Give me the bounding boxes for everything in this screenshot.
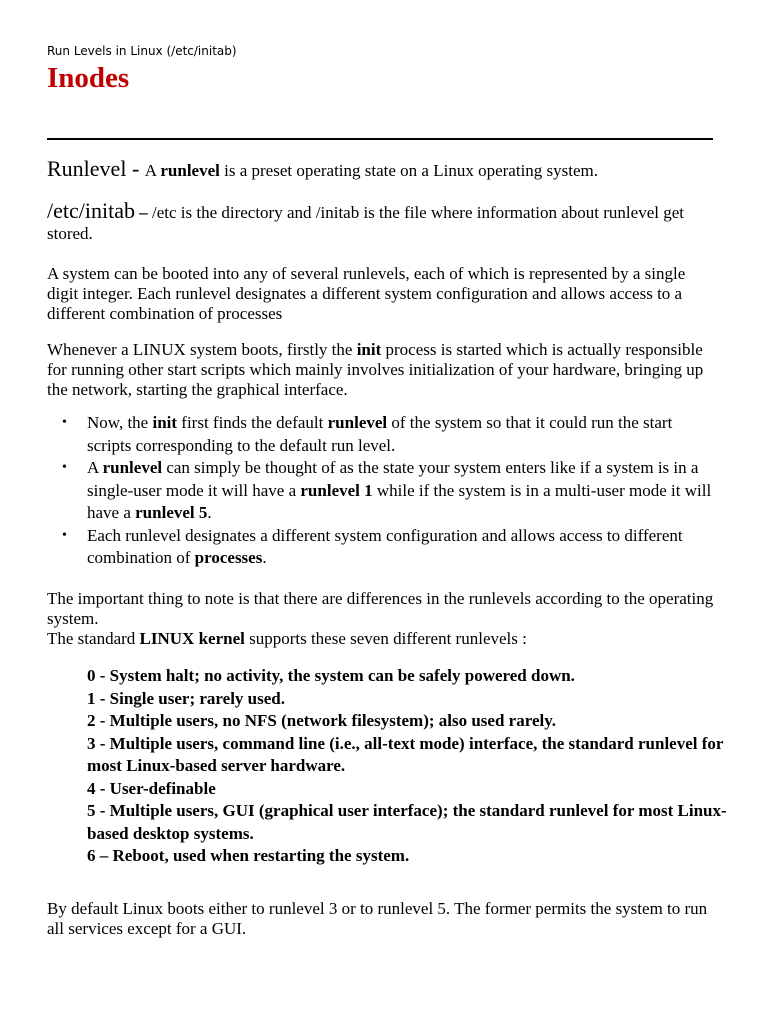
note-line-2a: The standard	[47, 629, 140, 648]
runlevel-item-0: 0 - System halt; no activity, the system can be safely powered down.	[87, 666, 575, 685]
runlevel-definition	[47, 158, 719, 182]
bullet-icon: •	[62, 527, 67, 543]
bullet-list	[47, 412, 719, 570]
runlevel-item-6: 6 – Reboot, used when restarting the system.	[87, 846, 410, 865]
bullet-icon: •	[62, 460, 67, 475]
paragraph-default-boot: By default Linux boots either to runlevel 3 or to runlevel 5. The former permits the system to run all services except for a GUI.	[47, 899, 708, 938]
page-title: Inodes	[47, 62, 130, 94]
bullet-bold: runlevel	[327, 413, 388, 432]
note-line-1: The important thing to note is that there are differences in the runlevels according to the operating system.	[47, 589, 714, 628]
bullet-text: A	[87, 458, 103, 477]
runlevel-item-5: 5 - Multiple users, GUI (graphical user interface); the standard runlevel for most Linux-based desktop systems.	[87, 801, 727, 843]
initab-term: /etc/initab	[47, 198, 135, 223]
bullet-icon: •	[62, 415, 67, 430]
boot-text-c: process is started which is actually responsible for running other start scripts which mainly involves initialization of your hardware, bringing up the network, starting the graphical interface.	[47, 340, 704, 399]
bullet-text: first finds the default	[177, 413, 328, 432]
runlevel-item-3: 3 - Multiple users, command line (i.e., all-text mode) interface, the standard runlevel for most Linux-based server hardware.	[87, 733, 724, 775]
bullet-text: .	[207, 503, 212, 522]
title-divider	[47, 138, 713, 140]
initab-dash: –	[134, 203, 152, 222]
bullet-text: of the system so that it could run the start scripts corresponding to the default run level.	[87, 413, 673, 455]
boot-init-term: init	[356, 340, 382, 359]
bullet-text: .	[262, 548, 267, 567]
paragraph-important-note	[47, 589, 719, 649]
bullet-bold: processes	[194, 548, 263, 567]
bullet-text: Each runlevel designates a different system configuration and allows access to different combination of	[87, 525, 683, 567]
runlevel-dash: -	[126, 156, 145, 181]
note-line-2c: supports these seven different runlevels :	[244, 629, 527, 648]
initab-definition-text: /etc is the directory and /initab is the file where information about runlevel get stored.	[47, 203, 684, 243]
boot-text-a: Whenever a LINUX system boots, firstly the	[47, 340, 357, 359]
runlevel-definition-text: is a preset operating state on a Linux operating system.	[219, 161, 599, 180]
bullet-text: can simply be thought of as the state your system enters like if a system is in a single-user mode it will have a	[87, 458, 699, 500]
runlevel-word: runlevel	[160, 161, 220, 180]
runlevel-item-2: 2 - Multiple users, no NFS (network filesystem); also used rarely.	[87, 711, 557, 730]
bullet-bold: init	[152, 413, 178, 432]
list-item	[47, 457, 719, 525]
bullet-bold: runlevel 5	[135, 503, 208, 522]
document-header: Run Levels in Linux (/etc/initab)	[47, 44, 237, 58]
list-item	[47, 525, 719, 570]
note-kernel-term: LINUX kernel	[139, 629, 245, 648]
runlevel-item-4: 4 - User-definable	[87, 778, 216, 798]
bullet-bold: runlevel	[102, 458, 163, 477]
runlevel-article: A	[144, 161, 161, 180]
initab-definition	[47, 200, 719, 244]
bullet-text: Now, the	[87, 413, 153, 432]
paragraph-runlevels-intro: A system can be booted into any of several runlevels, each of which is represented by a single digit integer. Each runlevel designates a different system configuration and allows access to a different combination of processes	[47, 264, 686, 323]
list-item	[47, 412, 719, 457]
runlevel-term: Runlevel	[47, 156, 127, 181]
bullet-text: while if the system is in a multi-user mode it will have a	[87, 480, 712, 522]
paragraph-boot-process	[47, 340, 719, 400]
runlevel-item-1: 1 - Single user; rarely used.	[87, 688, 286, 708]
bullet-bold: runlevel 1	[300, 480, 373, 500]
runlevel-list	[87, 665, 727, 868]
